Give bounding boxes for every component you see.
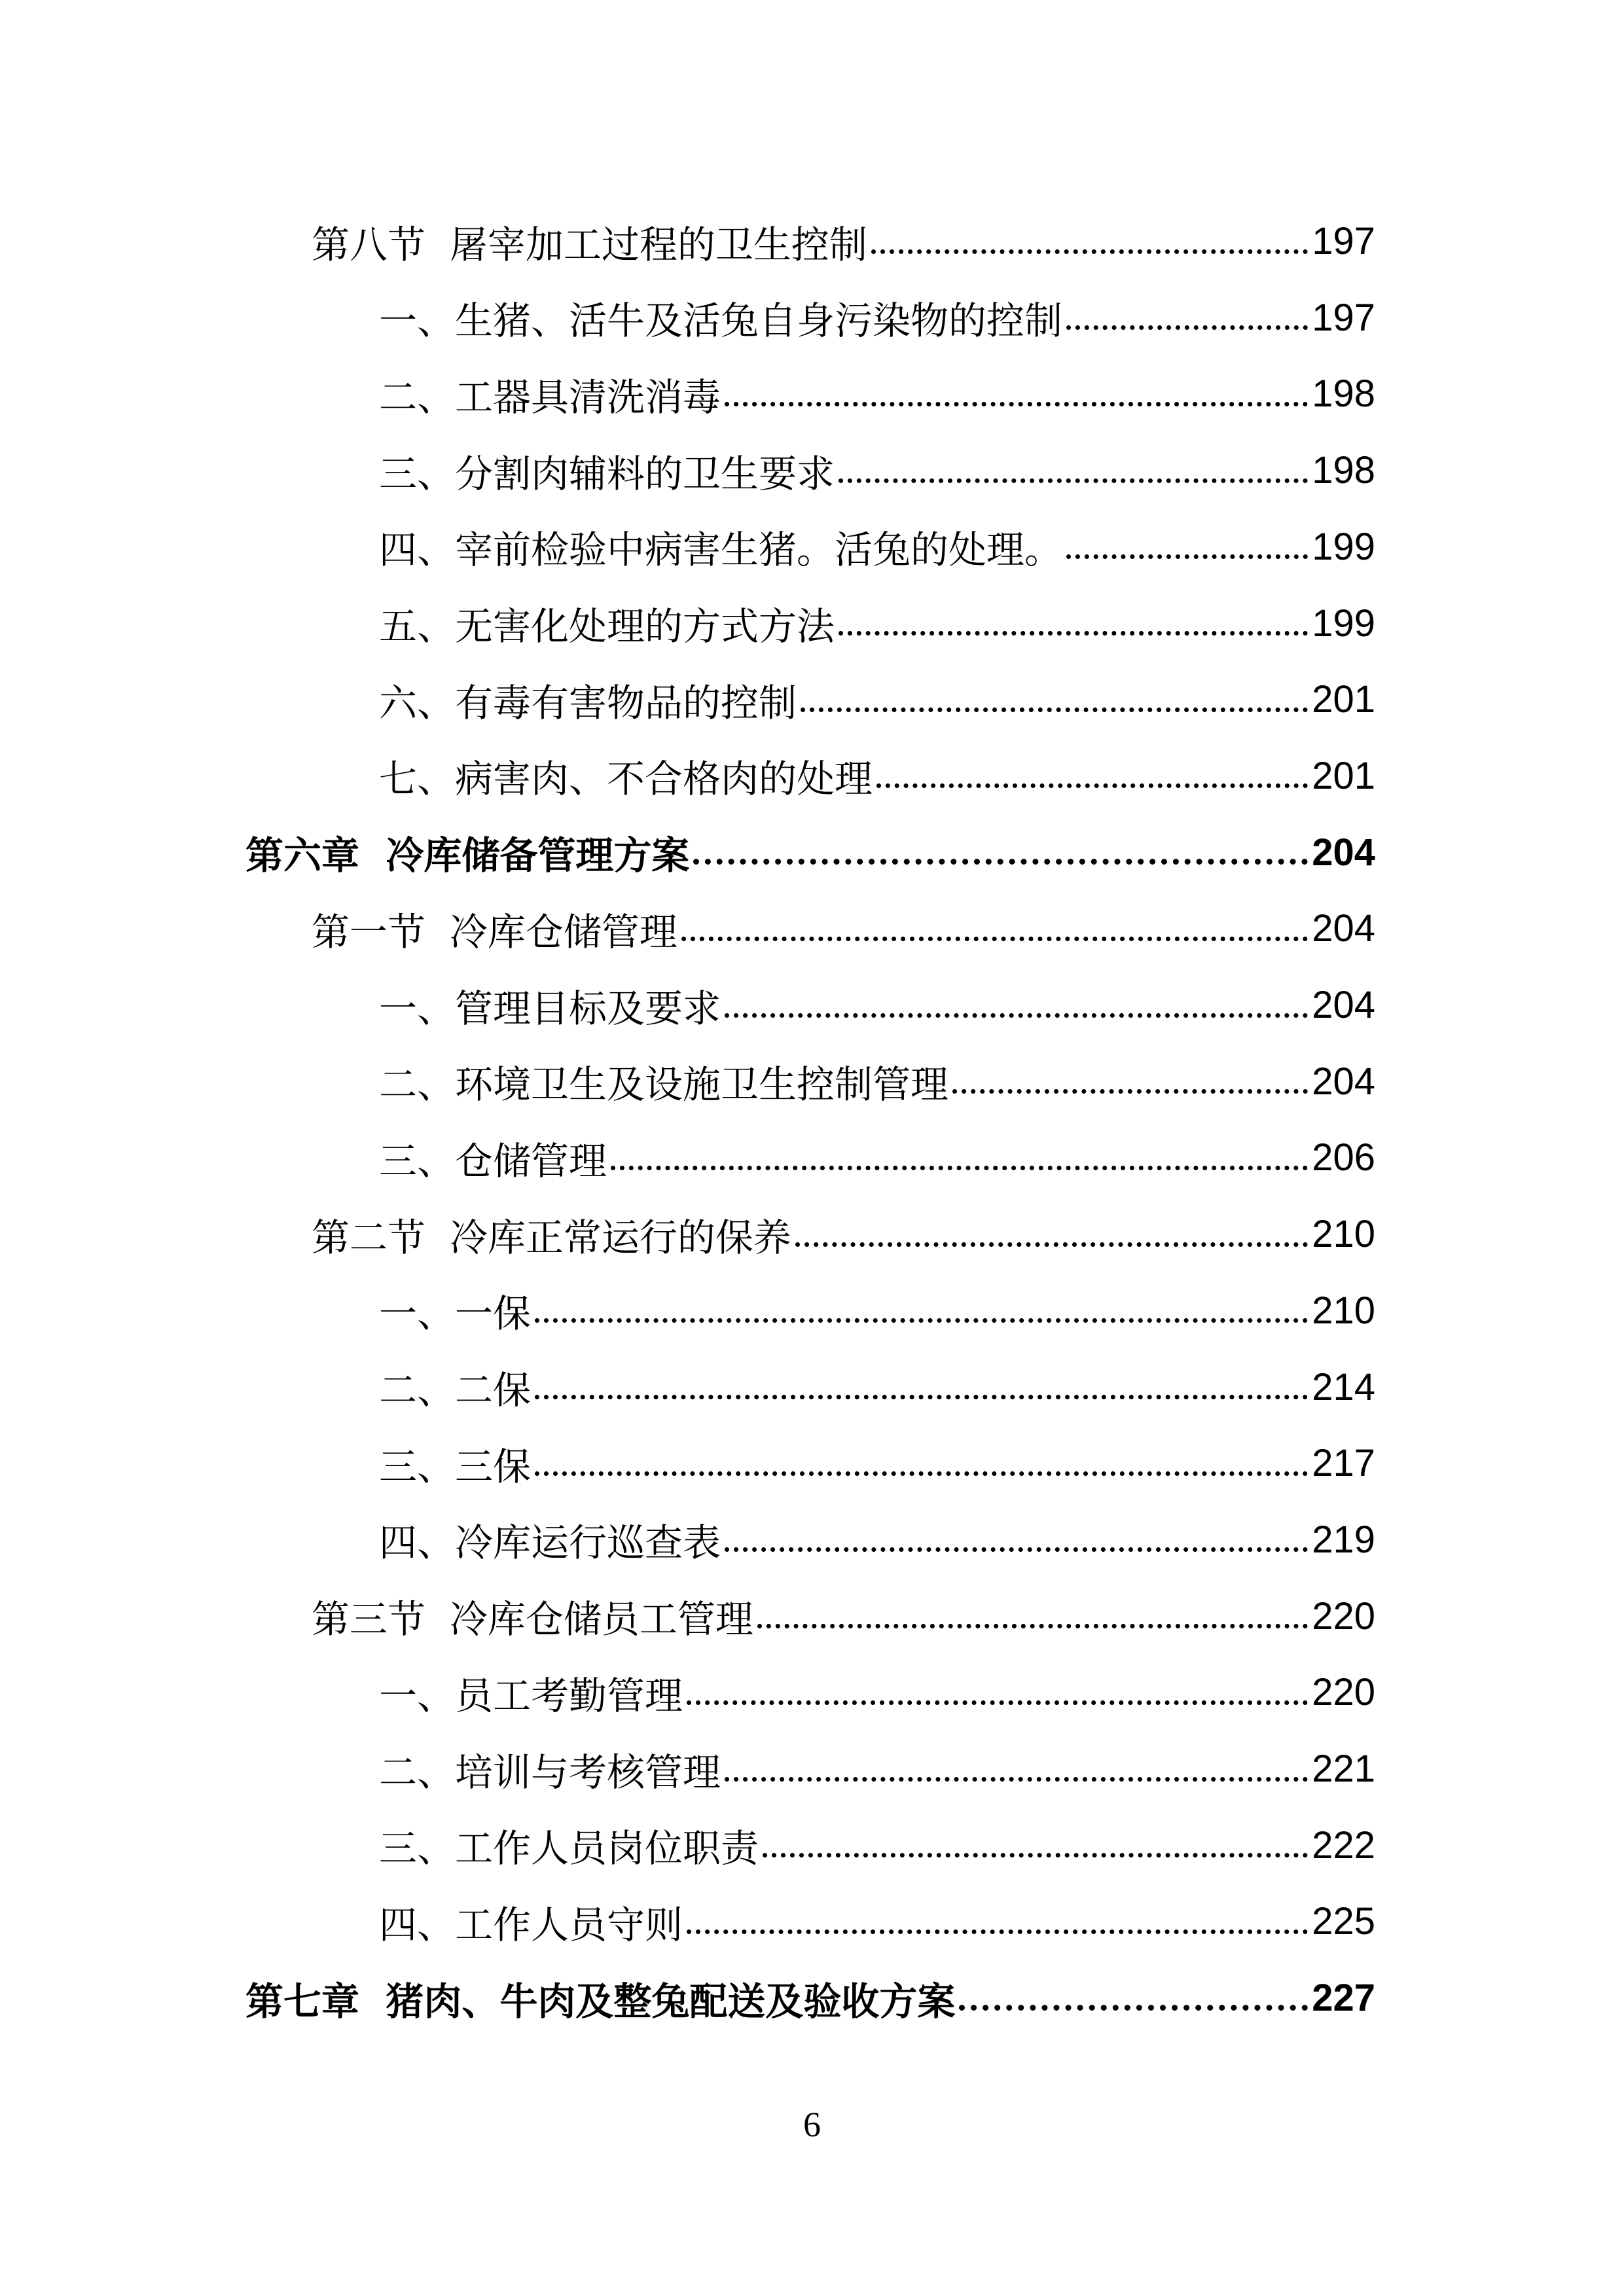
toc-entry-title: 一、一保: [379, 1291, 532, 1336]
toc-subsection-entry[interactable]: [379, 1654, 1375, 1731]
toc-entry-title: 第七章 猪肉、牛肉及整兔配送及验收方案: [245, 1979, 956, 2024]
toc-entry-page: 204: [1312, 1060, 1375, 1103]
toc-entry-title: 第八节 屠宰加工过程的卫生控制: [312, 222, 867, 267]
toc-entry-page: 222: [1312, 1823, 1375, 1867]
toc-subsection-entry[interactable]: [379, 1731, 1375, 1807]
toc-subsection-entry[interactable]: [379, 1349, 1375, 1426]
toc-entry-title: 四、冷库运行巡查表: [379, 1520, 721, 1566]
toc-entry-page: 225: [1312, 1900, 1375, 1943]
dot-leader: [725, 1520, 1308, 1558]
toc-entry-page: 201: [1312, 754, 1375, 797]
dot-leader: [535, 1368, 1308, 1406]
dot-leader: [795, 1215, 1308, 1253]
dot-leader: [757, 1597, 1308, 1635]
toc-entry-page: 210: [1312, 1289, 1375, 1332]
toc-subsection-entry[interactable]: [379, 1425, 1375, 1501]
toc-entry-page: 198: [1312, 449, 1375, 492]
toc-subsection-entry[interactable]: [379, 1272, 1375, 1349]
toc-entry-page: 201: [1312, 678, 1375, 721]
toc-subsection-entry[interactable]: [379, 738, 1375, 814]
toc-entry-page: 220: [1312, 1594, 1375, 1638]
toc-entry-page: 221: [1312, 1748, 1375, 1790]
toc-section-entry[interactable]: [312, 1196, 1375, 1272]
toc-entry-page: 214: [1312, 1365, 1375, 1408]
toc-entry-page: 204: [1312, 831, 1375, 874]
dot-leader: [687, 1903, 1308, 1941]
toc-entry-title: 一、管理目标及要求: [379, 986, 721, 1031]
toc-section-entry[interactable]: [312, 1578, 1375, 1655]
dot-leader: [535, 1291, 1308, 1329]
toc-subsection-entry[interactable]: [379, 1807, 1375, 1884]
toc-subsection-entry[interactable]: [379, 509, 1375, 585]
dot-leader: [801, 681, 1308, 719]
toc-entry-title: 三、仓储管理: [379, 1138, 607, 1183]
toc-subsection-entry[interactable]: [379, 661, 1375, 738]
toc-subsection-entry[interactable]: [379, 1043, 1375, 1120]
toc-entry-page: 210: [1312, 1213, 1375, 1256]
dot-leader: [1066, 298, 1308, 336]
toc-entry-page: 197: [1312, 296, 1375, 339]
dot-leader: [687, 1674, 1308, 1712]
toc-entry-page: 219: [1312, 1518, 1375, 1561]
toc-entry-page: 199: [1312, 601, 1375, 645]
toc-entry-title: 二、二保: [379, 1368, 532, 1412]
toc-entry-title: 六、有毒有害物品的控制: [379, 680, 797, 725]
dot-leader: [839, 452, 1308, 490]
dot-leader: [1066, 528, 1308, 565]
toc-entry-page: 197: [1312, 220, 1375, 262]
dot-leader: [681, 910, 1308, 948]
toc-subsection-entry[interactable]: [379, 585, 1375, 662]
toc-subsection-entry[interactable]: [379, 279, 1375, 356]
toc-subsection-entry[interactable]: [379, 1883, 1375, 1960]
dot-leader: [839, 604, 1308, 642]
toc-subsection-entry[interactable]: [379, 355, 1375, 432]
toc-entry-page: 227: [1312, 1977, 1375, 2020]
dot-leader: [952, 1062, 1308, 1100]
toc-chapter-entry[interactable]: [245, 814, 1375, 891]
dot-leader: [725, 1750, 1308, 1788]
toc-section-entry[interactable]: [312, 890, 1375, 967]
toc-entry-title: 二、环境卫生及设施卫生控制管理: [379, 1062, 949, 1107]
dot-leader: [611, 1139, 1308, 1177]
dot-leader: [763, 1826, 1308, 1864]
toc-entry-title: 四、工作人员守则: [379, 1902, 683, 1947]
toc-entry-page: 217: [1312, 1442, 1375, 1485]
toc-entry-page: 204: [1312, 984, 1375, 1026]
toc-subsection-entry[interactable]: [379, 1119, 1375, 1196]
toc-entry-title: 三、分割肉辅料的卫生要求: [379, 451, 835, 496]
toc-entry-title: 一、员工考勤管理: [379, 1673, 683, 1718]
dot-leader: [876, 757, 1308, 795]
dot-leader: [693, 833, 1308, 871]
toc-entry-title: 五、无害化处理的方式方法: [379, 604, 835, 649]
toc-section-entry[interactable]: [312, 203, 1375, 279]
toc-entry-page: 206: [1312, 1136, 1375, 1179]
toc-subsection-entry[interactable]: [379, 967, 1375, 1043]
toc-chapter-entry[interactable]: [245, 1960, 1375, 2036]
toc-entry-title: 三、三保: [379, 1444, 532, 1489]
toc-subsection-entry[interactable]: [379, 1501, 1375, 1578]
dot-leader: [535, 1444, 1308, 1482]
dot-leader: [725, 986, 1308, 1024]
toc-entry-title: 三、工作人员岗位职责: [379, 1826, 759, 1871]
dot-leader: [959, 1979, 1308, 2017]
toc-subsection-entry[interactable]: [379, 432, 1375, 509]
toc-entry-title: 第六章 冷库储备管理方案: [245, 833, 690, 878]
toc-entry-title: 七、病害肉、不合格肉的处理: [379, 757, 873, 802]
dot-leader: [871, 223, 1308, 260]
toc-entry-title: 四、宰前检验中病害生猪。活兔的处理。: [379, 528, 1063, 573]
toc-entry-title: 第二节 冷库正常运行的保养: [312, 1215, 791, 1260]
toc-entry-title: 第三节 冷库仓储员工管理: [312, 1597, 753, 1642]
toc-entry-title: 二、工器具清洗消毒: [379, 374, 721, 420]
toc-entry-title: 第一节 冷库仓储管理: [312, 909, 677, 954]
toc-entry-page: 220: [1312, 1671, 1375, 1714]
toc-entry-page: 204: [1312, 907, 1375, 950]
toc-entry-title: 二、培训与考核管理: [379, 1749, 721, 1795]
toc-entry-page: 199: [1312, 525, 1375, 568]
toc-entry-title: 一、生猪、活牛及活兔自身污染物的控制: [379, 298, 1063, 344]
dot-leader: [725, 375, 1308, 413]
toc-entry-page: 198: [1312, 372, 1375, 416]
page-number: 6: [803, 2105, 821, 2144]
